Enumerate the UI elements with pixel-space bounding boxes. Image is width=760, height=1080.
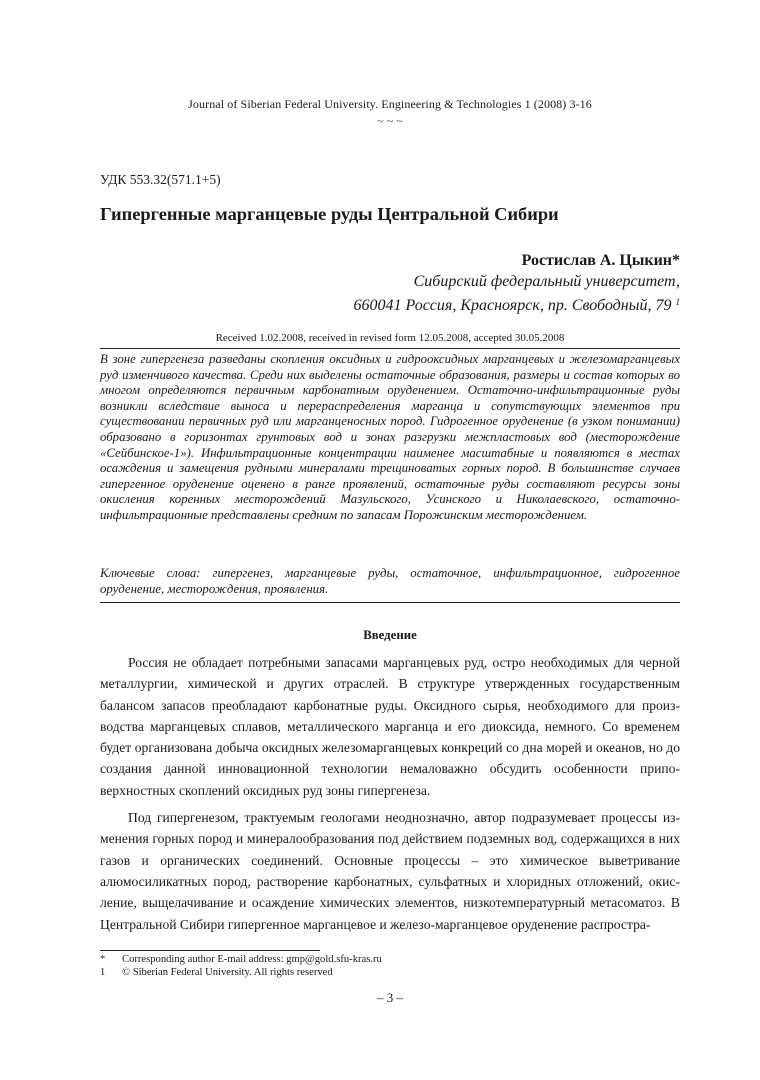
page-number: – 3 –	[377, 990, 403, 1005]
page	[100, 0, 680, 1080]
affiliation-address: 660041 Россия, Красноярск, пр. Свободный, 79	[353, 297, 672, 314]
udk-code: УДК 553.32(571.1+5)	[100, 172, 221, 187]
footnote-text: Corresponding author E-mail address: gmp@gold.sfu-kras.ru	[122, 954, 382, 965]
affiliation-line-2	[354, 292, 681, 316]
section-heading: Введение	[363, 628, 417, 642]
body-text	[100, 652, 680, 941]
abstract: В зоне гипергенеза разведаны скопления оксидных и гидрооксидных марганцевых и железомарганцевых руд изменчивого качества. Среди них выделены остаточные образования, размеры и состав которых во многом определяются первичным карбонатным оруденением. Остаточно-инфильтрационные руды возникли вследствие выноса и перераспределения марганца и сопутствующих элементов при существовании первичных руд или марганценосных пород. Гидрогенное оруденение (в узком понимании) образовано в горизонтах грунтовых вод и зонах разгрузки межпластовых вод (месторождение «Сейбинское-1»). Инфильтрационные концентрации наименее масштабные и появляются в местах осаждения и замещения рудными минералами трещиноватых горных пород. В большинстве случаев гипергенное оруденение оценено в ранге проявлений, остаточные руды составляют ресурсы зоны окисления коренных месторождений Мазульского, Усинского и Николаевского, остаточно-инфильтрационные представлены средним по запасам Порожинским месторождением.	[100, 352, 680, 522]
author-name: Ростислав А. Цыкин*	[521, 252, 680, 269]
footnote-mark: *	[100, 954, 106, 965]
footnote-rule	[100, 950, 320, 951]
abstract-top-rule	[100, 348, 680, 349]
footnote-text: © Siberian Federal University. All rights reserved	[122, 967, 333, 978]
footnote	[100, 966, 680, 979]
footnote	[100, 953, 680, 966]
journal-header: Journal of Siberian Federal University. Engineering & Technologies 1 (2008) 3-16	[188, 97, 592, 111]
abstract-bottom-rule	[100, 602, 680, 603]
author-block	[354, 250, 681, 316]
received-dates: Received 1.02.2008, received in revised form 12.05.2008, accepted 30.05.2008	[215, 332, 565, 344]
header-ornament: ~ ~ ~	[377, 114, 403, 128]
affiliation-line-1: Сибирский федеральный университет,	[413, 273, 680, 290]
footnotes	[100, 953, 680, 979]
paper-title: Гипергенные марганцевые руды Центральной Сибири	[100, 204, 559, 224]
affiliation-footnote-mark: 1	[675, 297, 680, 307]
footnote-mark: 1	[100, 967, 106, 978]
paragraph-1: Россия не обладает потребными запасами марганцевых руд, остро необходимых для черной металлургии, химической и других отраслей. В структуре утвержденных государственным балансом запасов преобладают карбонатные руды. Оксидного сырья, необходимого для производства марганцевых сплавов, металлического марганца и его диоксида, немного. Со временем будет организована добыча оксидных железомарганцевых конкреций со дна морей и океанов, но до создания данной инновационной технологии немаловажно обсудить особенности приповерхностных скоплений оксидных руд зоны гипергенеза.	[100, 655, 680, 798]
paragraph-2: Под гипергенезом, трактуемым геологами неоднозначно, автор подразумевает процессы изменения горных пород и минералообразования под действием подземных вод, содержащихся в них газов и органических соединений. Основные процессы – это химическое выветривание алюмосиликатных пород, растворение карбонатных, сульфатных и хлоридных отложений, окисление, выщелачивание и осаждение химических элементов, низкотемпературный метасоматоз. В Центральной Сибири гипергенное марганцевое и железо-марганцевое оруденение распростра-	[100, 810, 680, 932]
keywords: Ключевые слова: гипергенез, марганцевые руды, остаточное, инфильтрационное, гидрогенное оруденение, месторождения, проявления.	[100, 566, 680, 596]
